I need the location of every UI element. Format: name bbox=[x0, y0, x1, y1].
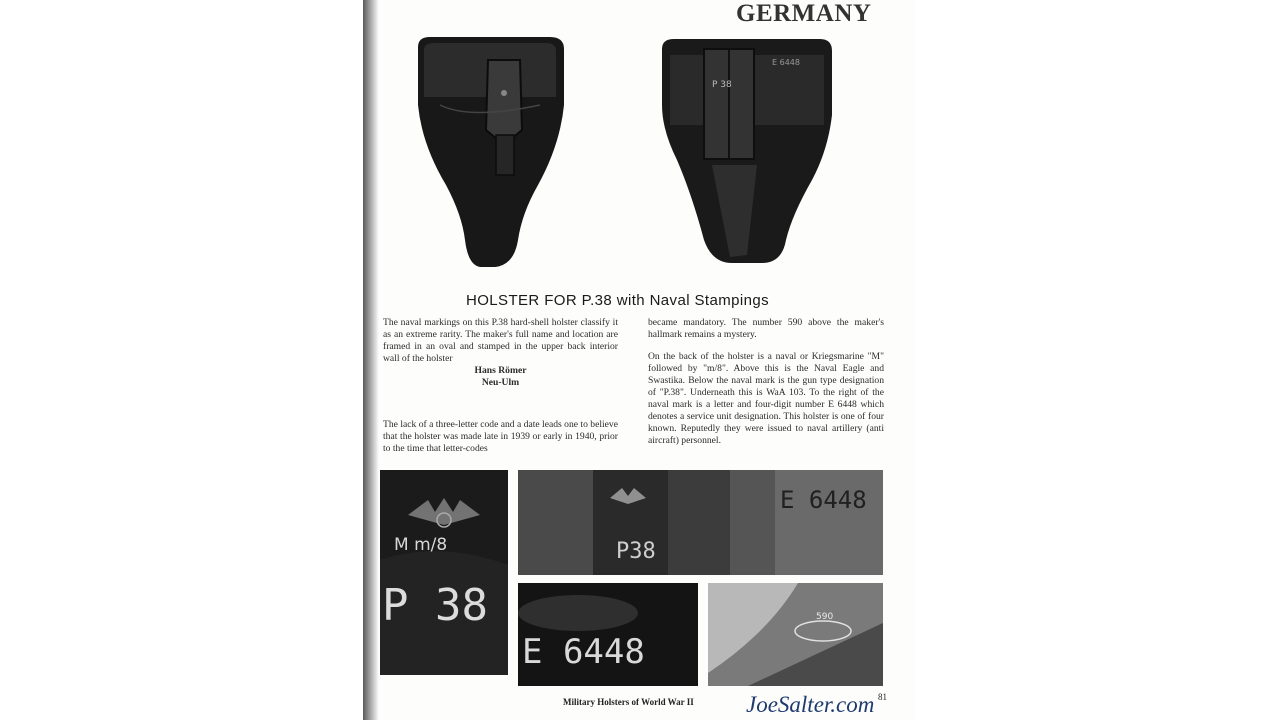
maker-city: Neu-Ulm bbox=[481, 377, 520, 388]
serial-closeup-photo bbox=[518, 583, 698, 686]
right-para-1: became mandatory. The number 590 above the maker's hallmark remains a mystery. bbox=[648, 317, 884, 340]
left-para-2: The lack of a three-letter code and a date leads one to believe that the holster was made late in 1939 or early in 1940, prior to the time that letter-codes bbox=[383, 419, 618, 454]
left-column bbox=[383, 317, 618, 462]
maker-number-mark: 590 bbox=[816, 612, 834, 622]
maker-name: Hans Römer bbox=[474, 365, 527, 376]
detail-naval-mark: M m/8 bbox=[394, 535, 448, 555]
right-para-2: On the back of the holster is a naval or Kriegsmarine "M" followed by "m/8". Above this is the Naval Eagle and Swastika. Below the naval mark is the gun type designation of "P.38". Underneath this is WaA 103. To the right of the naval mark is a letter and four-digit number E 6448 which denotes a service unit designation. This holster is one of four known. Reputedly they were issued to naval artillery (anti aircraft) personnel. bbox=[648, 351, 884, 446]
belt-loop-strip-photo bbox=[518, 470, 883, 575]
book-binding-shadow bbox=[363, 0, 379, 720]
watermark: JoeSalter.com bbox=[746, 692, 875, 717]
book-title-footer: Military Holsters of World War II bbox=[563, 697, 694, 707]
left-para-1: The naval markings on this P.38 hard-shell holster classify it as an extreme rarity. The maker's full name and location are framed in an oval and stamped in the upper back interior wall of the holster bbox=[383, 317, 618, 364]
article-title: HOLSTER FOR P.38 with Naval Stampings bbox=[466, 292, 769, 309]
page-number: 81 bbox=[878, 692, 887, 702]
back-serial-mark: E 6448 bbox=[772, 58, 800, 67]
strip-p38-mark: P38 bbox=[616, 539, 656, 564]
serial-closeup-mark: E 6448 bbox=[522, 632, 645, 672]
holster-front-photo bbox=[410, 35, 572, 270]
detail-p38-mark: P 38 bbox=[382, 580, 488, 631]
right-column bbox=[648, 317, 884, 462]
holster-back-photo bbox=[652, 35, 837, 267]
strip-serial-mark: E 6448 bbox=[780, 486, 867, 514]
maker-stamp-photo bbox=[708, 583, 883, 686]
back-p38-mark: P 38 bbox=[712, 80, 732, 90]
naval-mark-detail-photo bbox=[380, 470, 508, 675]
country-heading: GERMANY bbox=[736, 0, 872, 27]
